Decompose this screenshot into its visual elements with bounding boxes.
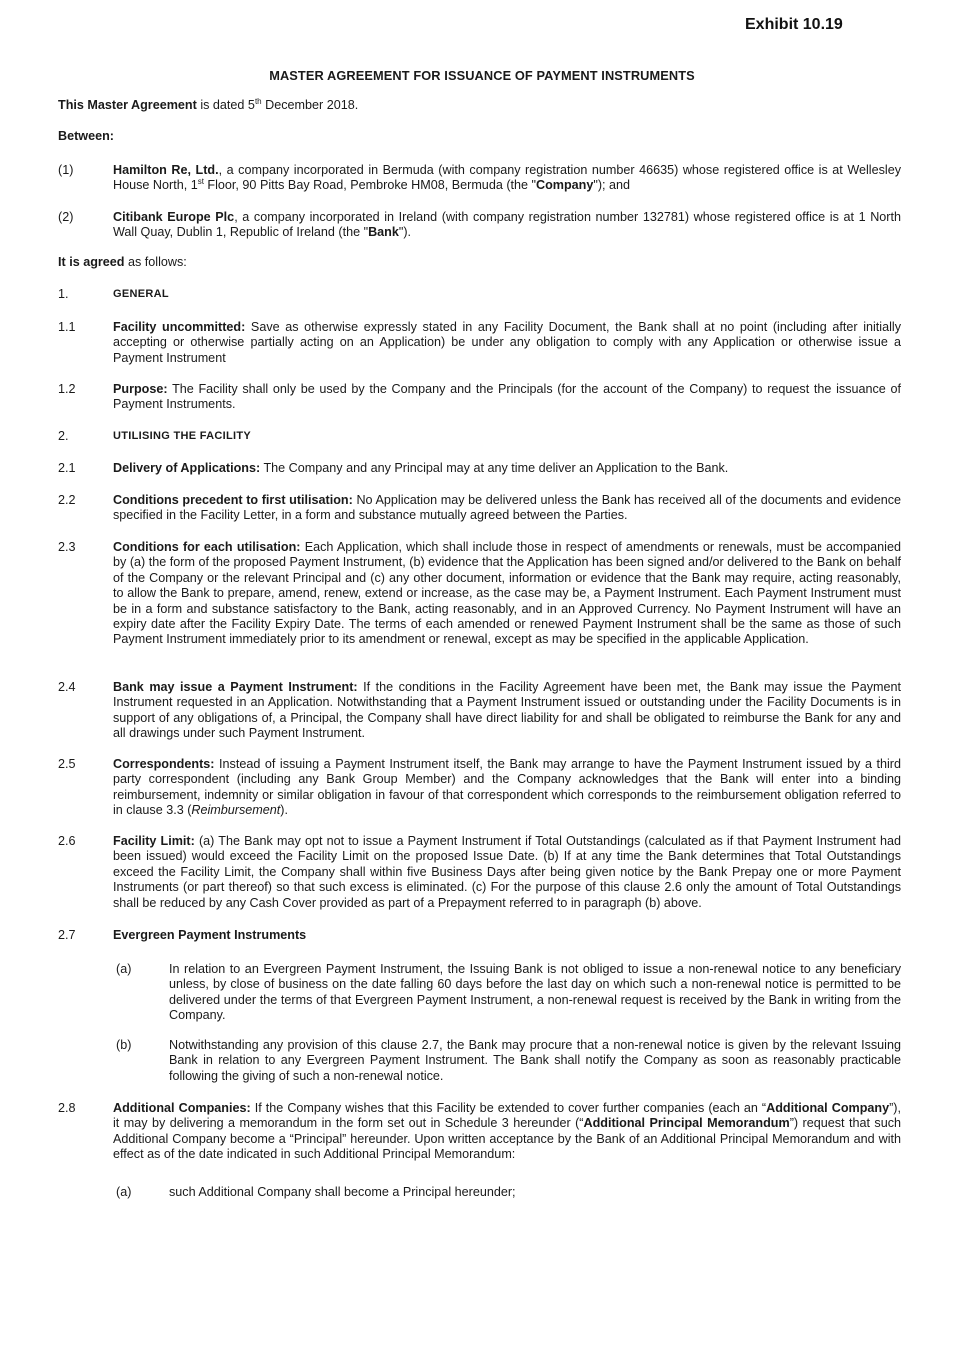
between-label: Between: [58,129,114,143]
document-title: MASTER AGREEMENT FOR ISSUANCE OF PAYMENT INSTRUMENTS [269,68,695,83]
party-number: (1) [58,163,74,177]
agreement-date: This Master Agreement is dated 5th December 2018. [58,96,359,112]
party-text: Hamilton Re, Ltd., a company incorporated in Bermuda (with company registration number 46635) whose registered office is at Wellesley House North, 1st Floor, 90 Pitts Bay Road, Pembroke HM08, Bermuda (the "Company"); and [113,163,901,193]
agreed-line: It is agreed as follows: [58,255,187,269]
exhibit-number: Exhibit 10.19 [745,16,843,33]
party-number: (2) [58,210,74,224]
party-text: Citibank Europe Plc, a company incorporated in Ireland (with company registration number 132781) whose registered office is at 1 North Wall Quay, Dublin 1, Republic of Ireland (the "Bank"). [113,210,901,240]
